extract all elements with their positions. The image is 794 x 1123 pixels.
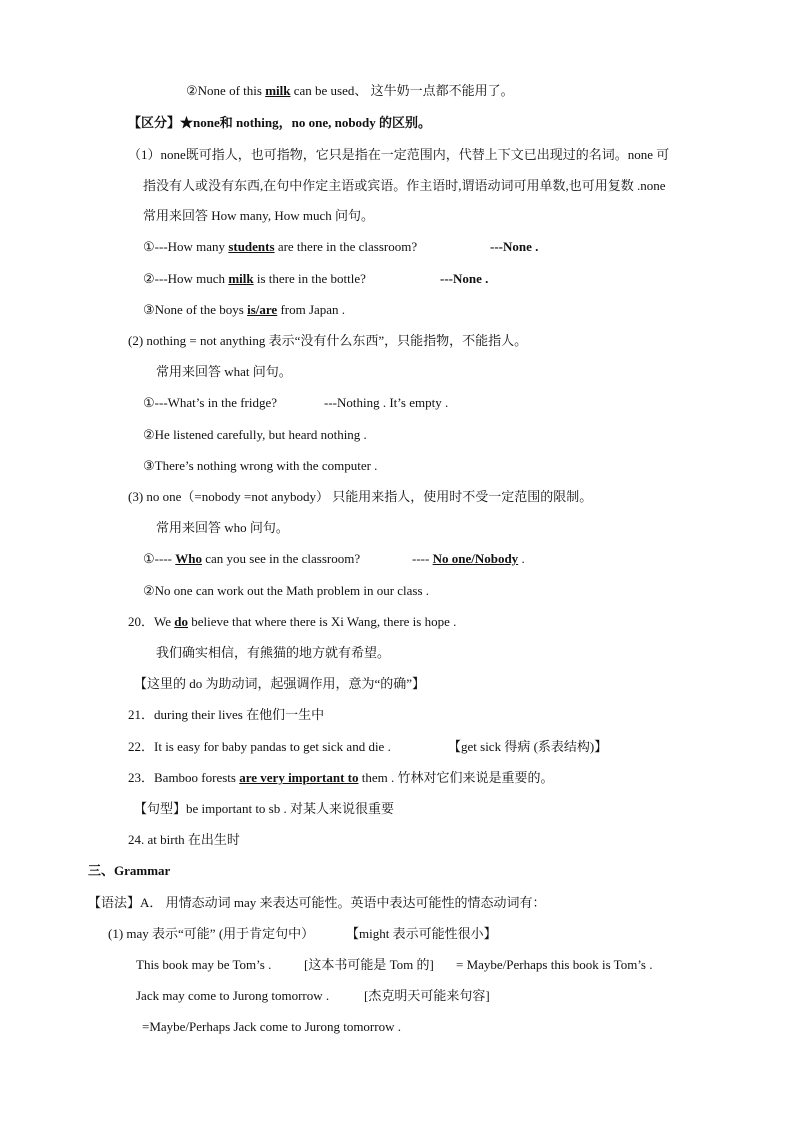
line-17 <box>143 582 429 600</box>
line-30 <box>136 987 329 1005</box>
line-24 <box>134 800 394 818</box>
line-7-answer <box>440 270 488 288</box>
line-8 <box>143 301 345 319</box>
underlined-word: milk <box>265 83 291 98</box>
text: [杰克明天可能来句容] <box>364 988 490 1003</box>
text: ---None . <box>490 239 539 254</box>
text: 常用来回答 what 问句。 <box>156 364 292 379</box>
line-9 <box>128 332 527 350</box>
line-29-translation <box>304 956 434 974</box>
line-19 <box>156 644 390 662</box>
text: This book may be Tom’s . <box>136 957 272 972</box>
line-22-note <box>448 738 607 756</box>
line-10 <box>156 363 292 381</box>
text: (3) no one（=nobody =not anybody） 只能用来指人，使用时不受一定范围的限制。 <box>128 489 593 504</box>
text: can you see in the classroom? <box>201 551 361 566</box>
line-2 <box>128 114 431 132</box>
line-29 <box>136 956 271 974</box>
underlined-word: milk <box>228 271 254 286</box>
section-heading <box>88 862 170 880</box>
line-16-answer <box>412 550 525 568</box>
line-20 <box>134 675 425 693</box>
text: 20．We <box>128 614 175 629</box>
text: 【might 表示可能性很小】 <box>346 926 497 941</box>
line-18 <box>128 613 456 631</box>
underlined-word: students <box>228 239 275 254</box>
line-30-translation <box>364 987 490 1005</box>
text: (1) may 表示“可能” (用于肯定句中） <box>108 926 315 941</box>
text: are there in the classroom? <box>274 239 418 254</box>
text: 我们确实相信，有熊猫的地方就有希望。 <box>156 645 391 660</box>
underlined-word: Who <box>175 551 202 566</box>
text: 【句型】be important to sb . 对某人来说很重要 <box>134 801 394 816</box>
text: can be used、 这牛奶一点都不能用了。 <box>290 83 514 98</box>
text: ①---How many <box>143 239 229 254</box>
line-12 <box>143 426 367 444</box>
text: [这本书可能是 Tom 的] <box>304 957 434 972</box>
line-6-answer <box>490 238 538 256</box>
line-21 <box>128 706 324 724</box>
text: ③None of the boys <box>143 302 248 317</box>
line-6 <box>143 238 417 256</box>
text: ---Nothing . It’s empty . <box>324 395 449 410</box>
text: ②He listened carefully, but heard nothing . <box>143 427 367 442</box>
text: ③There’s nothing wrong with the computer . <box>143 458 378 473</box>
line-25 <box>128 831 240 849</box>
text: （1）none既可指人，也可指物，它只是指在一定范围内，代替上下文已出现过的名词。none 可 <box>128 147 670 162</box>
line-4 <box>143 177 666 195</box>
text: 22．It is easy for baby pandas to get sick and die . <box>128 739 391 754</box>
line-23 <box>128 769 553 787</box>
underlined-word: No one/Nobody <box>432 551 519 566</box>
text: = Maybe/Perhaps this book is Tom’s . <box>456 957 653 972</box>
line-13 <box>143 457 377 475</box>
line-15 <box>156 519 289 537</box>
line-22 <box>128 738 391 756</box>
text: ②---How much <box>143 271 229 286</box>
text: 【get sick 得病 (系表结构)】 <box>448 739 608 754</box>
line-5 <box>143 207 374 225</box>
text: ①---What’s in the fridge? <box>143 395 278 410</box>
text: ②No one can work out the Math problem in our class . <box>143 583 430 598</box>
underlined-word: is/are <box>247 302 278 317</box>
line-28-note <box>346 925 497 943</box>
text: ---- <box>412 551 433 566</box>
line-27 <box>88 894 546 912</box>
text: 【区分】★none和 nothing，no one, nobody 的区别。 <box>128 115 432 130</box>
text: . <box>518 551 525 566</box>
line-3 <box>128 146 669 164</box>
text: them . 竹林对它们来说是重要的。 <box>358 770 554 785</box>
text: Jack may come to Jurong tomorrow . <box>136 988 330 1003</box>
text: (2) nothing = not anything 表示“没有什么东西”，只能指物，不能指人。 <box>128 333 528 348</box>
line-7 <box>143 270 366 288</box>
text: =Maybe/Perhaps Jack come to Jurong tomorrow . <box>142 1019 401 1034</box>
text: ②None of this <box>186 83 266 98</box>
text: 【这里的 do 为助动词，起强调作用，意为“的确”】 <box>134 676 426 691</box>
line-31 <box>142 1018 401 1036</box>
text: believe that where there is Xi Wang, there is hope . <box>187 614 457 629</box>
text: from Japan . <box>277 302 346 317</box>
line-1 <box>186 82 514 100</box>
text: ---None . <box>440 271 489 286</box>
text: 21．during their lives 在他们一生中 <box>128 707 325 722</box>
underlined-word: are very important to <box>239 770 359 785</box>
line-11 <box>143 394 277 412</box>
text: 三、Grammar <box>88 863 171 878</box>
underlined-word: do <box>174 614 188 629</box>
text: 常用来回答 who 问句。 <box>156 520 289 535</box>
line-11-answer <box>324 394 448 412</box>
line-14 <box>128 488 592 506</box>
text: 24. at birth 在出生时 <box>128 832 240 847</box>
line-28 <box>108 925 314 943</box>
text: 【语法】A． 用情态动词 may 来表达可能性。英语中表达可能性的情态动词有： <box>88 895 546 910</box>
text: 指没有人或没有东西,在句中作定主语或宾语。作主语时,谓语动词可用单数,也可用复数 .none <box>143 178 666 193</box>
text: 常用来回答 How many, How much 问句。 <box>143 208 374 223</box>
text: is there in the bottle? <box>253 271 366 286</box>
text: 23．Bamboo forests <box>128 770 240 785</box>
line-16 <box>143 550 360 568</box>
line-29-equivalent <box>456 956 653 974</box>
text: ①---- <box>143 551 176 566</box>
